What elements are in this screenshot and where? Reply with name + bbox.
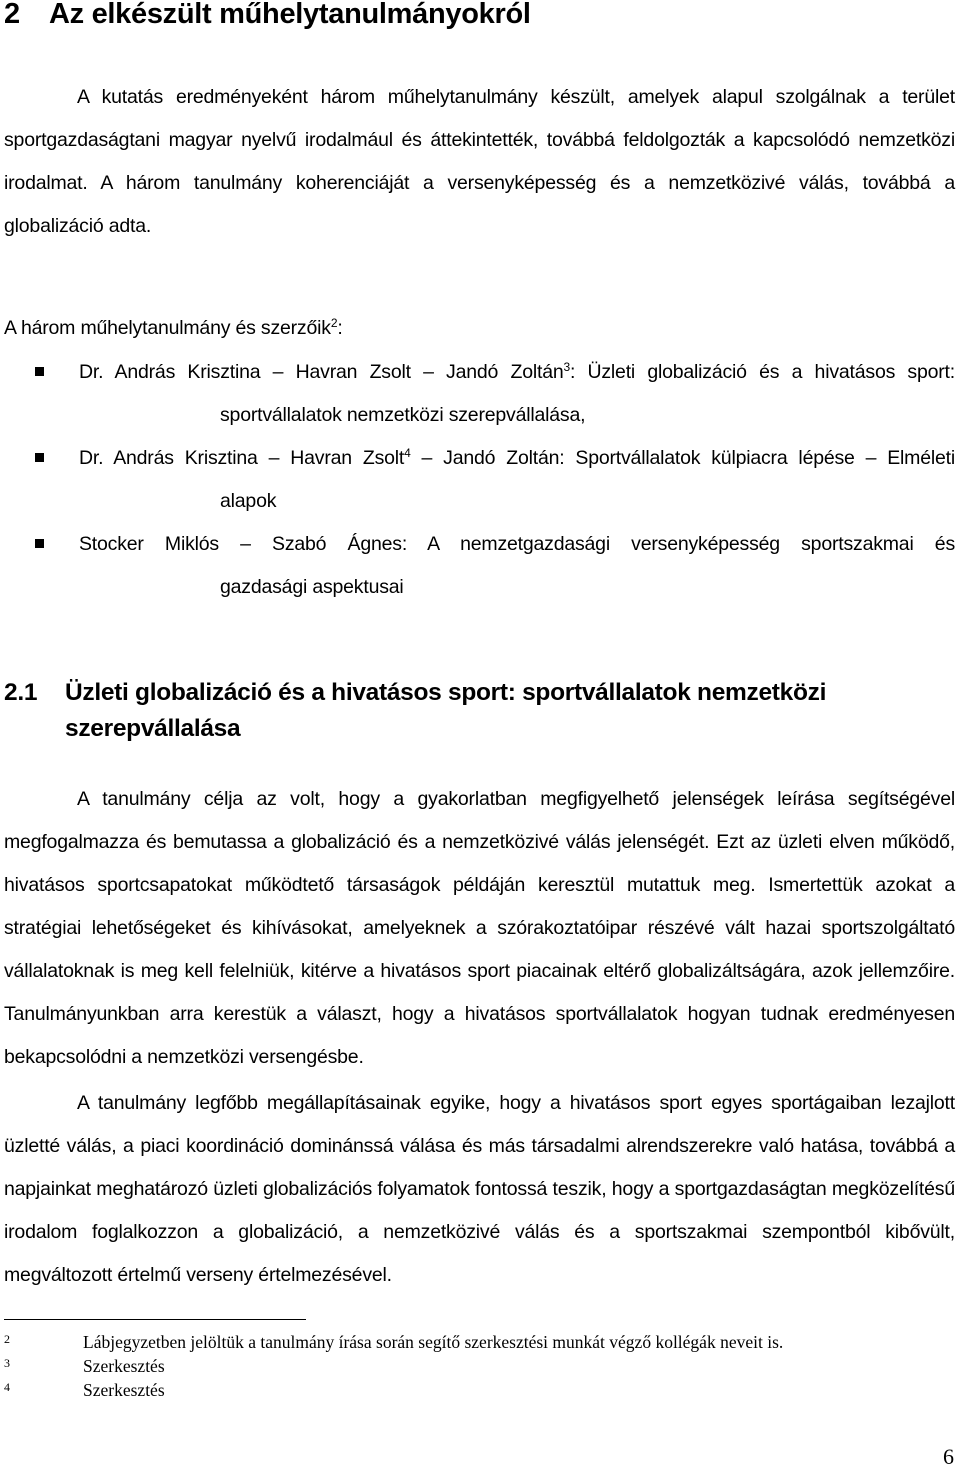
study-title: : Üzleti globalizáció és a hivatásos sport: — [569, 361, 955, 383]
footnote-text: Szerkesztés — [83, 1356, 165, 1376]
footnote: 3 Szerkesztés — [4, 1356, 165, 1376]
study-title-line — [79, 351, 955, 394]
chapter-number: 2 — [4, 0, 20, 30]
section-paragraph-2: A tanulmány legfőbb megállapításainak egyike, hogy a hivatásos sport egyes sportágaiban lezajlott üzletté válás, a piaci koordináció dominánssá válása és más társadalmi alrendszerekre való hatása, továbbá a napjainkat meghatározó üzleti globalizációs folyamatok fontossá teszik, hogy a sportgazdaságtan megközelítésű irodalom foglalkozzon a globalizáció, a nemzetközivé válás és a sportszakmai szempontból kibővült, megváltozott értelmű verseny értelmezésével. — [4, 1092, 955, 1286]
study-title-continued: sportvállalatok nemzetközi szerepvállalása, — [220, 404, 586, 426]
footnote-ref: 4 — [404, 446, 411, 460]
study-title: – Jandó Zoltán: Sportvállalatok külpiacra lépése – Elméleti — [410, 447, 955, 469]
footnote-separator — [4, 1319, 306, 1320]
section-paragraph-1: A tanulmány célja az volt, hogy a gyakorlatban megfigyelhető jelenségek leírása segítségével megfogalmazza és bemutassa a globalizáció és a nemzetközivé válás jelenségét. Ezt az üzleti elven működő, hivatásos sportcsapatokat működtető társaságok példáján keresztül mutattuk meg. Ismertettük azokat a stratégiai lehetőségeket és kihívásokat, amelyeknek a szórakoztatóipar részévé vált hazai sportszolgáltató vállalatoknak is meg kell felelniük, kitérve a hivatásos sport piacainak eltérő globalizáltságára, azok jellemzőire. Tanulmányunkban arra kerestük a választ, hogy a hivatásos sportvállalatok hogyan tudnak eredményesen bekapcsolódni a nemzetközi versengésbe. — [4, 788, 955, 1068]
footnote-ref: 3 — [563, 360, 570, 374]
chapter-title: Az elkészült műhelytanulmányokról — [49, 0, 531, 30]
section-heading — [4, 675, 826, 747]
section-number: 2.1 — [4, 679, 38, 706]
study-authors: Dr. András Krisztina – Havran Zsolt – Jandó Zoltán — [79, 361, 564, 383]
study-title-continued: alapok — [220, 490, 277, 512]
authors-intro-text: A három műhelytanulmány és szerzőik — [4, 317, 331, 339]
page-number: 6 — [943, 1444, 954, 1469]
study-list-item — [0, 523, 955, 609]
section-title-line2: szerepvállalása — [65, 715, 241, 742]
footnote-text: Szerkesztés — [83, 1380, 165, 1400]
study-title-line — [79, 523, 955, 566]
study-authors: Dr. András Krisztina – Havran Zsolt — [79, 447, 405, 469]
study-authors-and-title: Stocker Miklós – Szabó Ágnes: A nemzetgazdasági versenyképesség sportszakmai és — [79, 533, 955, 555]
study-list-item — [0, 351, 955, 437]
study-title-line — [79, 437, 955, 480]
footnote: 2 Lábjegyzetben jelöltük a tanulmány írása során segítő szerkesztési munkát végző kollégák neveit is. — [4, 1332, 784, 1352]
study-list-item — [0, 437, 955, 523]
footnote: 4 Szerkesztés — [4, 1380, 165, 1400]
authors-intro-suffix: : — [337, 317, 343, 339]
square-bullet-icon — [35, 367, 44, 376]
study-title-continued: gazdasági aspektusai — [220, 576, 404, 598]
square-bullet-icon — [35, 539, 44, 548]
section-title-line1: Üzleti globalizáció és a hivatásos sport: sportvállalatok nemzetközi — [65, 679, 827, 706]
footnote-ref: 2 — [330, 316, 338, 330]
intro-paragraph: A kutatás eredményeként három műhelytanulmány készült, amelyek alapul szolgálnak a terület sportgazdaságtani magyar nyelvű irodalmául és áttekintették, továbbá feldolgozták a kapcsolódó nemzetközi irodalmat. A három tanulmány koherenciáját a versenyképesség és a nemzetközivé válás, továbbá a globalizáció adta. — [4, 86, 955, 237]
authors-intro — [4, 307, 343, 350]
square-bullet-icon — [35, 453, 44, 462]
chapter-heading — [4, 0, 531, 31]
footnote-text: Lábjegyzetben jelöltük a tanulmány írása során segítő szerkesztési munkát végző kollégák neveit is. — [83, 1332, 784, 1352]
studies-list — [0, 351, 960, 609]
